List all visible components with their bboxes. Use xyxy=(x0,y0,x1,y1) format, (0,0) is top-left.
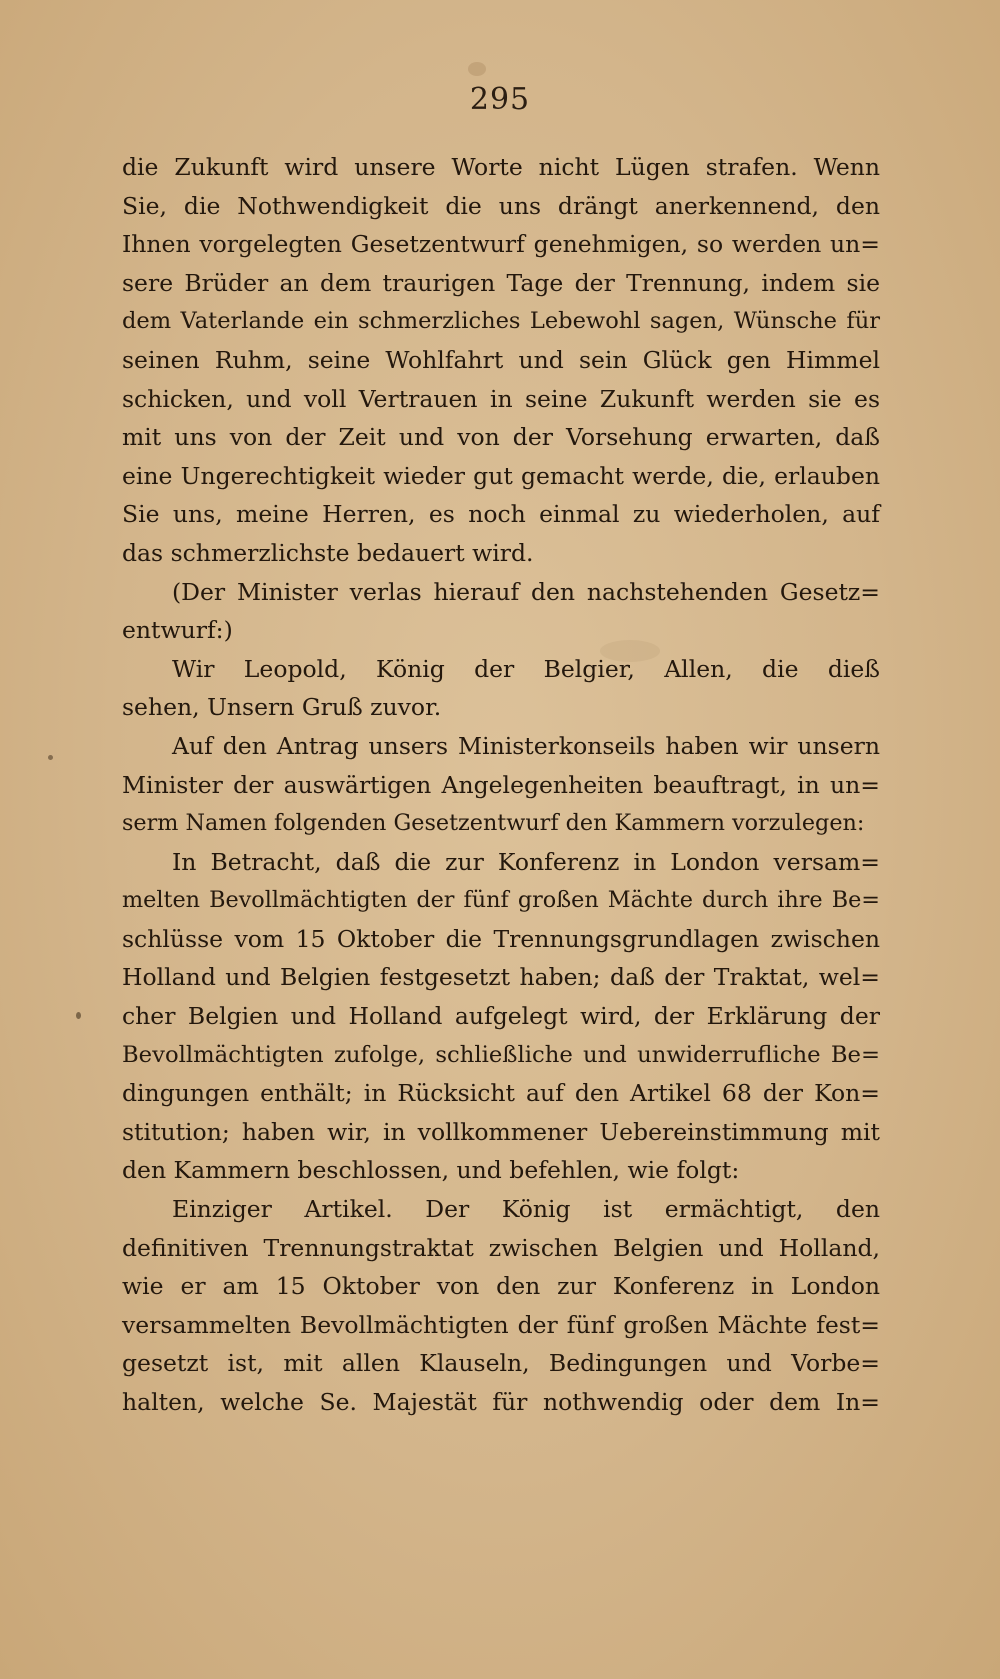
text-line: Bevollmächtigten zufolge, schließliche und unwiderrufliche Be= xyxy=(122,1041,880,1068)
text-line: eine Ungerechtigkeit wieder gut gemacht werde, die, erlauben xyxy=(122,461,880,490)
text-line: die Zukunft wird unsere Worte nicht Lügen strafen. Wenn xyxy=(122,153,880,181)
text-line: den Kammern beschlossen, und befehlen, wie folgt: xyxy=(122,1156,740,1185)
text-line: seinen Ruhm, seine Wohlfahrt und sein Glück gen Himmel xyxy=(122,345,880,374)
page-number: 295 xyxy=(469,82,531,117)
text-line: Wir Leopold, König der Belgier, Allen, die dieß xyxy=(172,654,880,683)
text-line: Ihnen vorgelegten Gesetzentwurf genehmigen, so werden un= xyxy=(122,230,880,259)
text-line: Einziger Artikel. Der König ist ermächtigt, den xyxy=(172,1195,880,1224)
ink-speck xyxy=(48,755,53,760)
text-line: dem Vaterlande ein schmerzliches Lebewohl sagen, Wünsche für xyxy=(122,308,880,335)
text-line: serm Namen folgenden Gesetzentwurf den Kammern vorzulegen: xyxy=(122,810,865,837)
text-line: melten Bevollmächtigten der fünf großen Mächte durch ihre Be= xyxy=(122,887,880,914)
text-line: sere Brüder an dem traurigen Tage der Trennung, indem sie xyxy=(122,268,880,297)
text-line: halten, welche Se. Majestät für nothwendig oder dem In= xyxy=(122,1388,880,1416)
text-line: schlüsse vom 15 Oktober die Trennungsgrundlagen zwischen xyxy=(122,924,880,953)
paper-stain xyxy=(468,62,486,76)
text-line: definitiven Trennungstraktat zwischen Belgien und Holland, xyxy=(122,1233,880,1262)
text-line: schicken, und voll Vertrauen in seine Zukunft werden sie es xyxy=(122,384,880,413)
text-line: cher Belgien und Holland aufgelegt wird, der Erklärung der xyxy=(122,1002,880,1031)
text-line: versammelten Bevollmächtigten der fünf großen Mächte fest= xyxy=(122,1310,880,1339)
text-line: Holland und Belgien festgesetzt haben; daß der Traktat, wel= xyxy=(122,963,880,992)
text-line: Sie uns, meine Herren, es noch einmal zu wiederholen, auf xyxy=(122,500,880,529)
text-line: sehen, Unsern Gruß zuvor. xyxy=(122,693,442,722)
text-line: (Der Minister verlas hierauf den nachstehenden Gesetz= xyxy=(172,577,880,606)
text-line: wie er am 15 Oktober von den zur Konferenz in London xyxy=(122,1272,880,1301)
body-text xyxy=(122,148,880,1422)
text-line: stitution; haben wir, in vollkommener Uebereinstimmung mit xyxy=(122,1117,880,1146)
text-line: entwurf:) xyxy=(122,616,233,645)
text-line: mit uns von der Zeit und von der Vorsehung erwarten, daß xyxy=(122,423,880,452)
text-line: Minister der auswärtigen Angelegenheiten beauftragt, in un= xyxy=(122,770,880,799)
ink-speck xyxy=(76,1012,81,1019)
text-line: In Betracht, daß die zur Konferenz in London versam= xyxy=(172,847,880,876)
text-line: gesetzt ist, mit allen Klauseln, Bedingungen und Vorbe= xyxy=(122,1349,880,1378)
text-line: Sie, die Nothwendigkeit die uns drängt anerkennend, den xyxy=(122,191,880,220)
text-line: das schmerzlichste bedauert wird. xyxy=(122,538,534,567)
text-line: dingungen enthält; in Rücksicht auf den Artikel 68 der Kon= xyxy=(122,1079,880,1108)
text-line: Auf den Antrag unsers Ministerkonseils haben wir unsern xyxy=(172,731,880,760)
